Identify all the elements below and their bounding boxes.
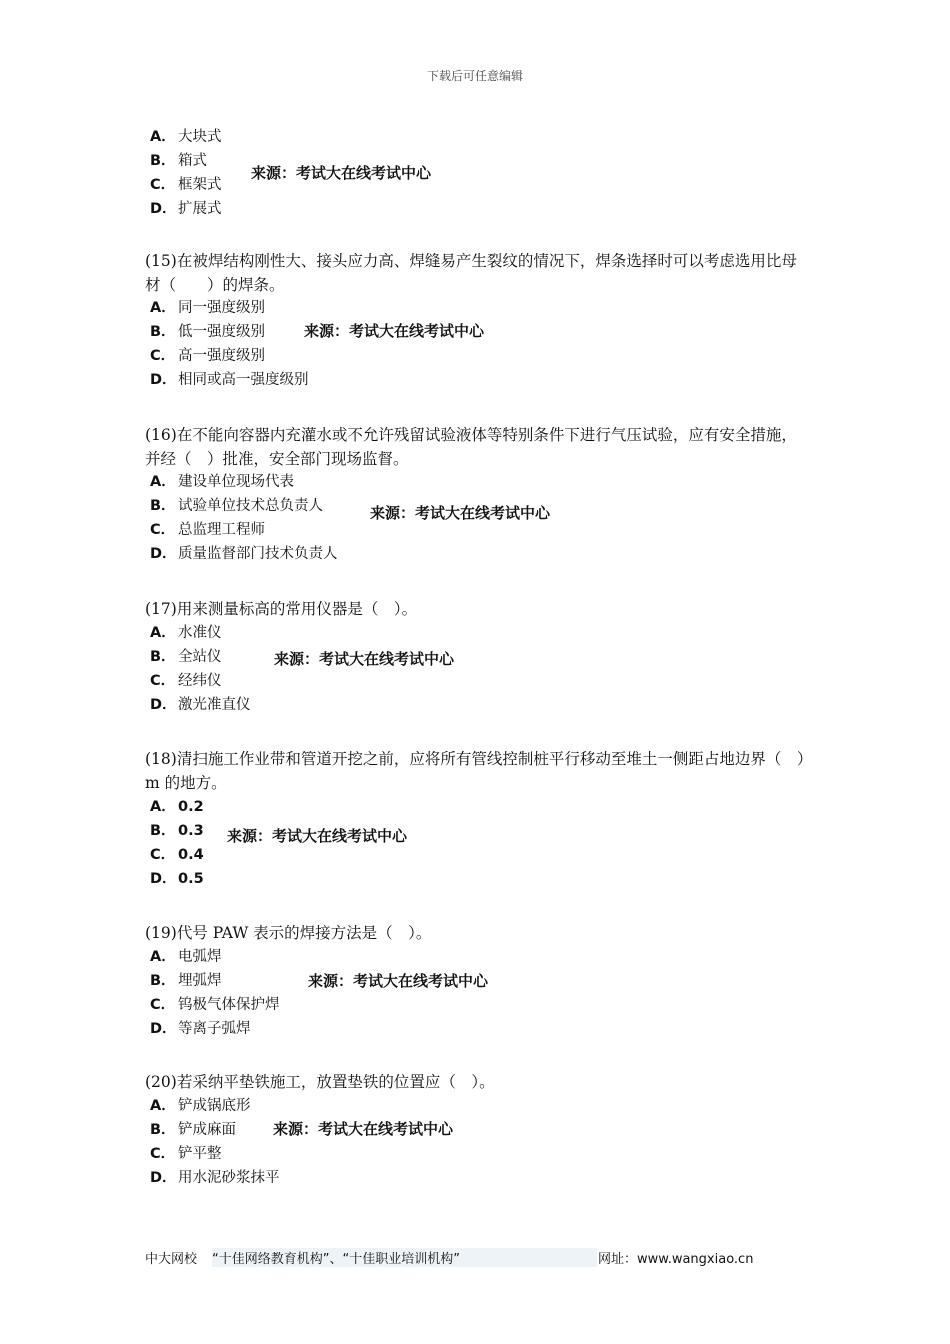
footer-slogan: “十佳网络教育机构”、“十佳职业培训机构” — [212, 1248, 597, 1267]
q16-option-c: C． 总监理工程师 — [150, 522, 265, 538]
q19-source-note: 来源：考试大在线考试中心 — [308, 972, 489, 990]
q19-option-d: D．等离子弧焊 — [150, 1021, 251, 1037]
q17-option-b: B． 全站仪 — [150, 649, 222, 665]
q18-options — [150, 795, 204, 891]
q15-options — [150, 296, 309, 392]
q16-option-b: B． 试验单位技术总负责人 — [150, 498, 323, 514]
q14-option-c: C． 框架式 — [150, 177, 222, 193]
q20-options — [150, 1094, 280, 1190]
q19-option-a: A． 电弧焊 — [150, 949, 222, 965]
q15-stem: (15)在被焊结构刚性大、接头应力高、焊缝易产生裂纹的情况下，焊条选择时可以考虑选用比母材（ ）的焊条。 — [145, 252, 797, 294]
q18-source-note: 来源：考试大在线考试中心 — [227, 827, 408, 845]
q18-option-a: A． 0.2 — [150, 799, 204, 815]
q20-option-d: D．用水泥砂浆抹平 — [150, 1170, 280, 1186]
q16-options — [150, 470, 338, 566]
q18-option-c: C． 0.4 — [150, 847, 204, 863]
q14-option-b: B． 箱式 — [150, 153, 207, 169]
q14-options — [150, 125, 222, 221]
q15-option-c: C． 高一强度级别 — [150, 348, 265, 364]
q17-source-note: 来源：考试大在线考试中心 — [274, 650, 455, 668]
q19-option-b: B． 埋弧焊 — [150, 973, 222, 989]
q15-option-d: D．相同或高一强度级别 — [150, 372, 309, 388]
q17-option-a: A． 水准仪 — [150, 625, 222, 641]
q19-options — [150, 945, 280, 1041]
q14-option-d: D．扩展式 — [150, 201, 222, 217]
q20-option-a: A． 铲成锅底形 — [150, 1098, 251, 1114]
q15-option-a: A． 同一强度级别 — [150, 300, 265, 316]
q14-source-note: 来源：考试大在线考试中心 — [251, 164, 432, 182]
q20-source-note: 来源：考试大在线考试中心 — [273, 1120, 454, 1138]
q19-option-c: C． 钨极气体保护焊 — [150, 997, 280, 1013]
q20-option-c: C． 铲平整 — [150, 1146, 222, 1162]
q18-option-b: B． 0.3 — [150, 823, 204, 839]
footer-website[interactable]: 网址：www.wangxiao.cn — [598, 1252, 754, 1267]
q16-stem: (16)在不能向容器内充灌水或不允许残留试验液体等特别条件下进行气压试验，应有安全措施，并经（ ）批准，安全部门现场监督。 — [145, 426, 797, 468]
q15-source-note: 来源：考试大在线考试中心 — [304, 322, 485, 340]
q18-stem: (18)清扫施工作业带和管道开挖之前，应将所有管线控制桩平行移动至堆土一侧距占地边界（ ）m 的地方。 — [145, 750, 805, 792]
q17-option-c: C． 经纬仪 — [150, 673, 222, 689]
q16-option-d: D．质量监督部门技术负责人 — [150, 546, 338, 562]
footer-org-name: 中大网校 — [145, 1252, 198, 1267]
q17-option-d: D．激光准直仪 — [150, 697, 251, 713]
q17-options — [150, 621, 251, 717]
page-header: 下载后可任意编辑 — [426, 69, 523, 83]
q16-option-a: A． 建设单位现场代表 — [150, 474, 294, 490]
q16-source-note: 来源：考试大在线考试中心 — [370, 504, 551, 522]
q20-option-b: B． 铲成麻面 — [150, 1122, 236, 1138]
q14-option-a: A． 大块式 — [150, 129, 222, 145]
q20-stem: (20)若采纳平垫铁施工，放置垫铁的位置应（ ）。 — [145, 1073, 495, 1091]
q19-stem: (19)代号 PAW 表示的焊接方法是（ ）。 — [145, 924, 432, 942]
q17-stem: (17)用来测量标高的常用仪器是（ ）。 — [145, 600, 418, 618]
q15-option-b: B． 低一强度级别 — [150, 324, 265, 340]
q18-option-d: D．0.5 — [150, 871, 204, 887]
